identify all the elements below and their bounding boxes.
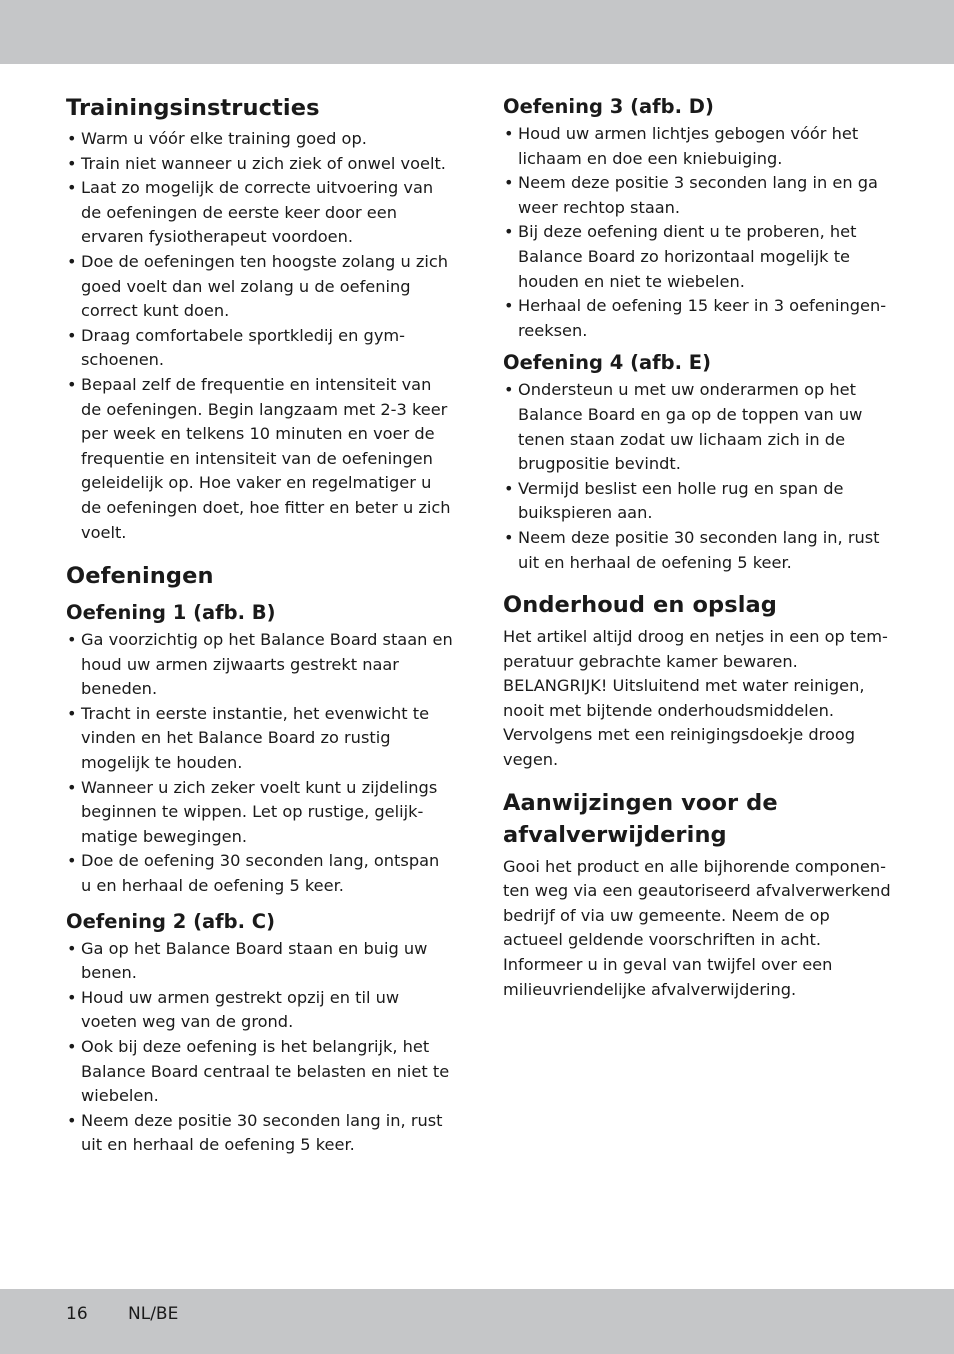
right-column [503,92,893,1002]
list-item: • Laat zo mogelijk de correcte uitvoering van de oefeningen de eerste keer door een ervaren fysiotherapeut voordoen. [66,176,454,250]
list-item: • Neem deze positie 3 seconden lang in en ga weer rechtop staan. [503,171,893,220]
list-item: • Wanneer u zich zeker voelt kunt u zijdelings beginnen te wippen. Let op rustige, gelijkmatige bewegingen. [66,776,454,850]
footer-band [0,1289,954,1354]
list-item: • Doe de oefeningen ten hoogste zolang u zich goed voelt dan wel zolang u de oefening correct kunt doen. [66,250,454,324]
locale-label: NL/BE [128,1304,179,1324]
training-heading: Trainingsinstructies [66,95,320,121]
list-item: • Ondersteun u met uw onderarmen op het Balance Board en ga op de toppen van uw tenen staan zodat uw lichaam zich in de brugpositie bevindt. [503,378,893,476]
list-item: • Train niet wanneer u zich ziek of onwel voelt. [66,152,454,177]
list-item: • Ga op het Balance Board staan en buig uw benen. [66,937,454,986]
list-item: • Neem deze positie 30 seconden lang in, rust uit en herhaal de oefening 5 keer. [66,1109,454,1158]
list-item: • Houd uw armen gestrekt opzij en til uw voeten weg van de grond. [66,986,454,1035]
maintenance-heading: Onderhoud en opslag [503,592,778,619]
disposal-heading: Aanwijzingen voor de afvalverwijdering [503,789,778,848]
left-column [66,92,454,1158]
exercise-3-list [503,122,893,343]
page-number: 16 [66,1304,88,1324]
list-item: • Tracht in eerste instantie, het evenwicht te vinden en het Balance Board zo rustig mogelijk te houden. [66,702,454,776]
list-item: • Bij deze oefening dient u te proberen, het Balance Board zo horizontaal mogelijk te houden en niet te wiebelen. [503,220,893,294]
list-item: • Ook bij deze oefening is het belangrijk, het Balance Board centraal te belasten en niet te wiebelen. [66,1035,454,1109]
disposal-text: Gooi het product en alle bijhorende componenten weg via een geautoriseerd afvalverwerkend bedrijf of via uw gemeente. Neem de op actueel geldende voorschriften in acht. Informeer u in geval van twijfel over een milieuvriendelijke afvalverwijdering. [503,856,891,999]
exercise-1-list [66,628,454,899]
exercise-1-heading: Oefening 1 (afb. B) [66,601,276,625]
training-list [66,127,454,545]
maintenance-text: Het artikel altijd droog en netjes in een op temperatuur gebrachte kamer bewaren. BELANGRIJK! Uitsluitend met water reinigen, nooit met bijtende onderhoudsmiddelen. Vervolgens met een reinigingsdoekje droog vegen. [503,627,888,770]
list-item: • Warm u vóór elke training goed op. [66,127,454,152]
list-item: • Bepaal zelf de frequentie en intensiteit van de oefeningen. Begin langzaam met 2-3 keer per week en telkens 10 minuten en voer de frequentie en intensiteit van de oefeningen geleidelijk op. Hoe vaker en regelmatiger u de oefeningen doet, hoe fitter en beter u zich voelt. [66,373,454,545]
list-item: • Vermijd beslist een holle rug en span de buikspieren aan. [503,477,893,526]
list-item: • Doe de oefening 30 seconden lang, ontspan u en herhaal de oefening 5 keer. [66,849,454,898]
list-item: • Ga voorzichtig op het Balance Board staan en houd uw armen zijwaarts gestrekt naar beneden. [66,628,454,702]
list-item: • Houd uw armen lichtjes gebogen vóór het lichaam en doe een kniebuiging. [503,122,893,171]
list-item: • Draag comfortabele sportkledij en gymschoenen. [66,324,454,373]
exercise-4-list [503,378,893,575]
exercise-2-list [66,937,454,1158]
list-item: • Herhaal de oefening 15 keer in 3 oefeningenreeksen. [503,294,893,343]
exercise-4-heading: Oefening 4 (afb. E) [503,351,712,375]
exercise-3-heading: Oefening 3 (afb. D) [503,95,714,118]
list-item: • Neem deze positie 30 seconden lang in, rust uit en herhaal de oefening 5 keer. [503,526,893,575]
exercise-2-heading: Oefening 2 (afb. C) [66,909,275,933]
header-band [0,0,954,64]
oefeningen-heading: Oefeningen [66,563,214,590]
